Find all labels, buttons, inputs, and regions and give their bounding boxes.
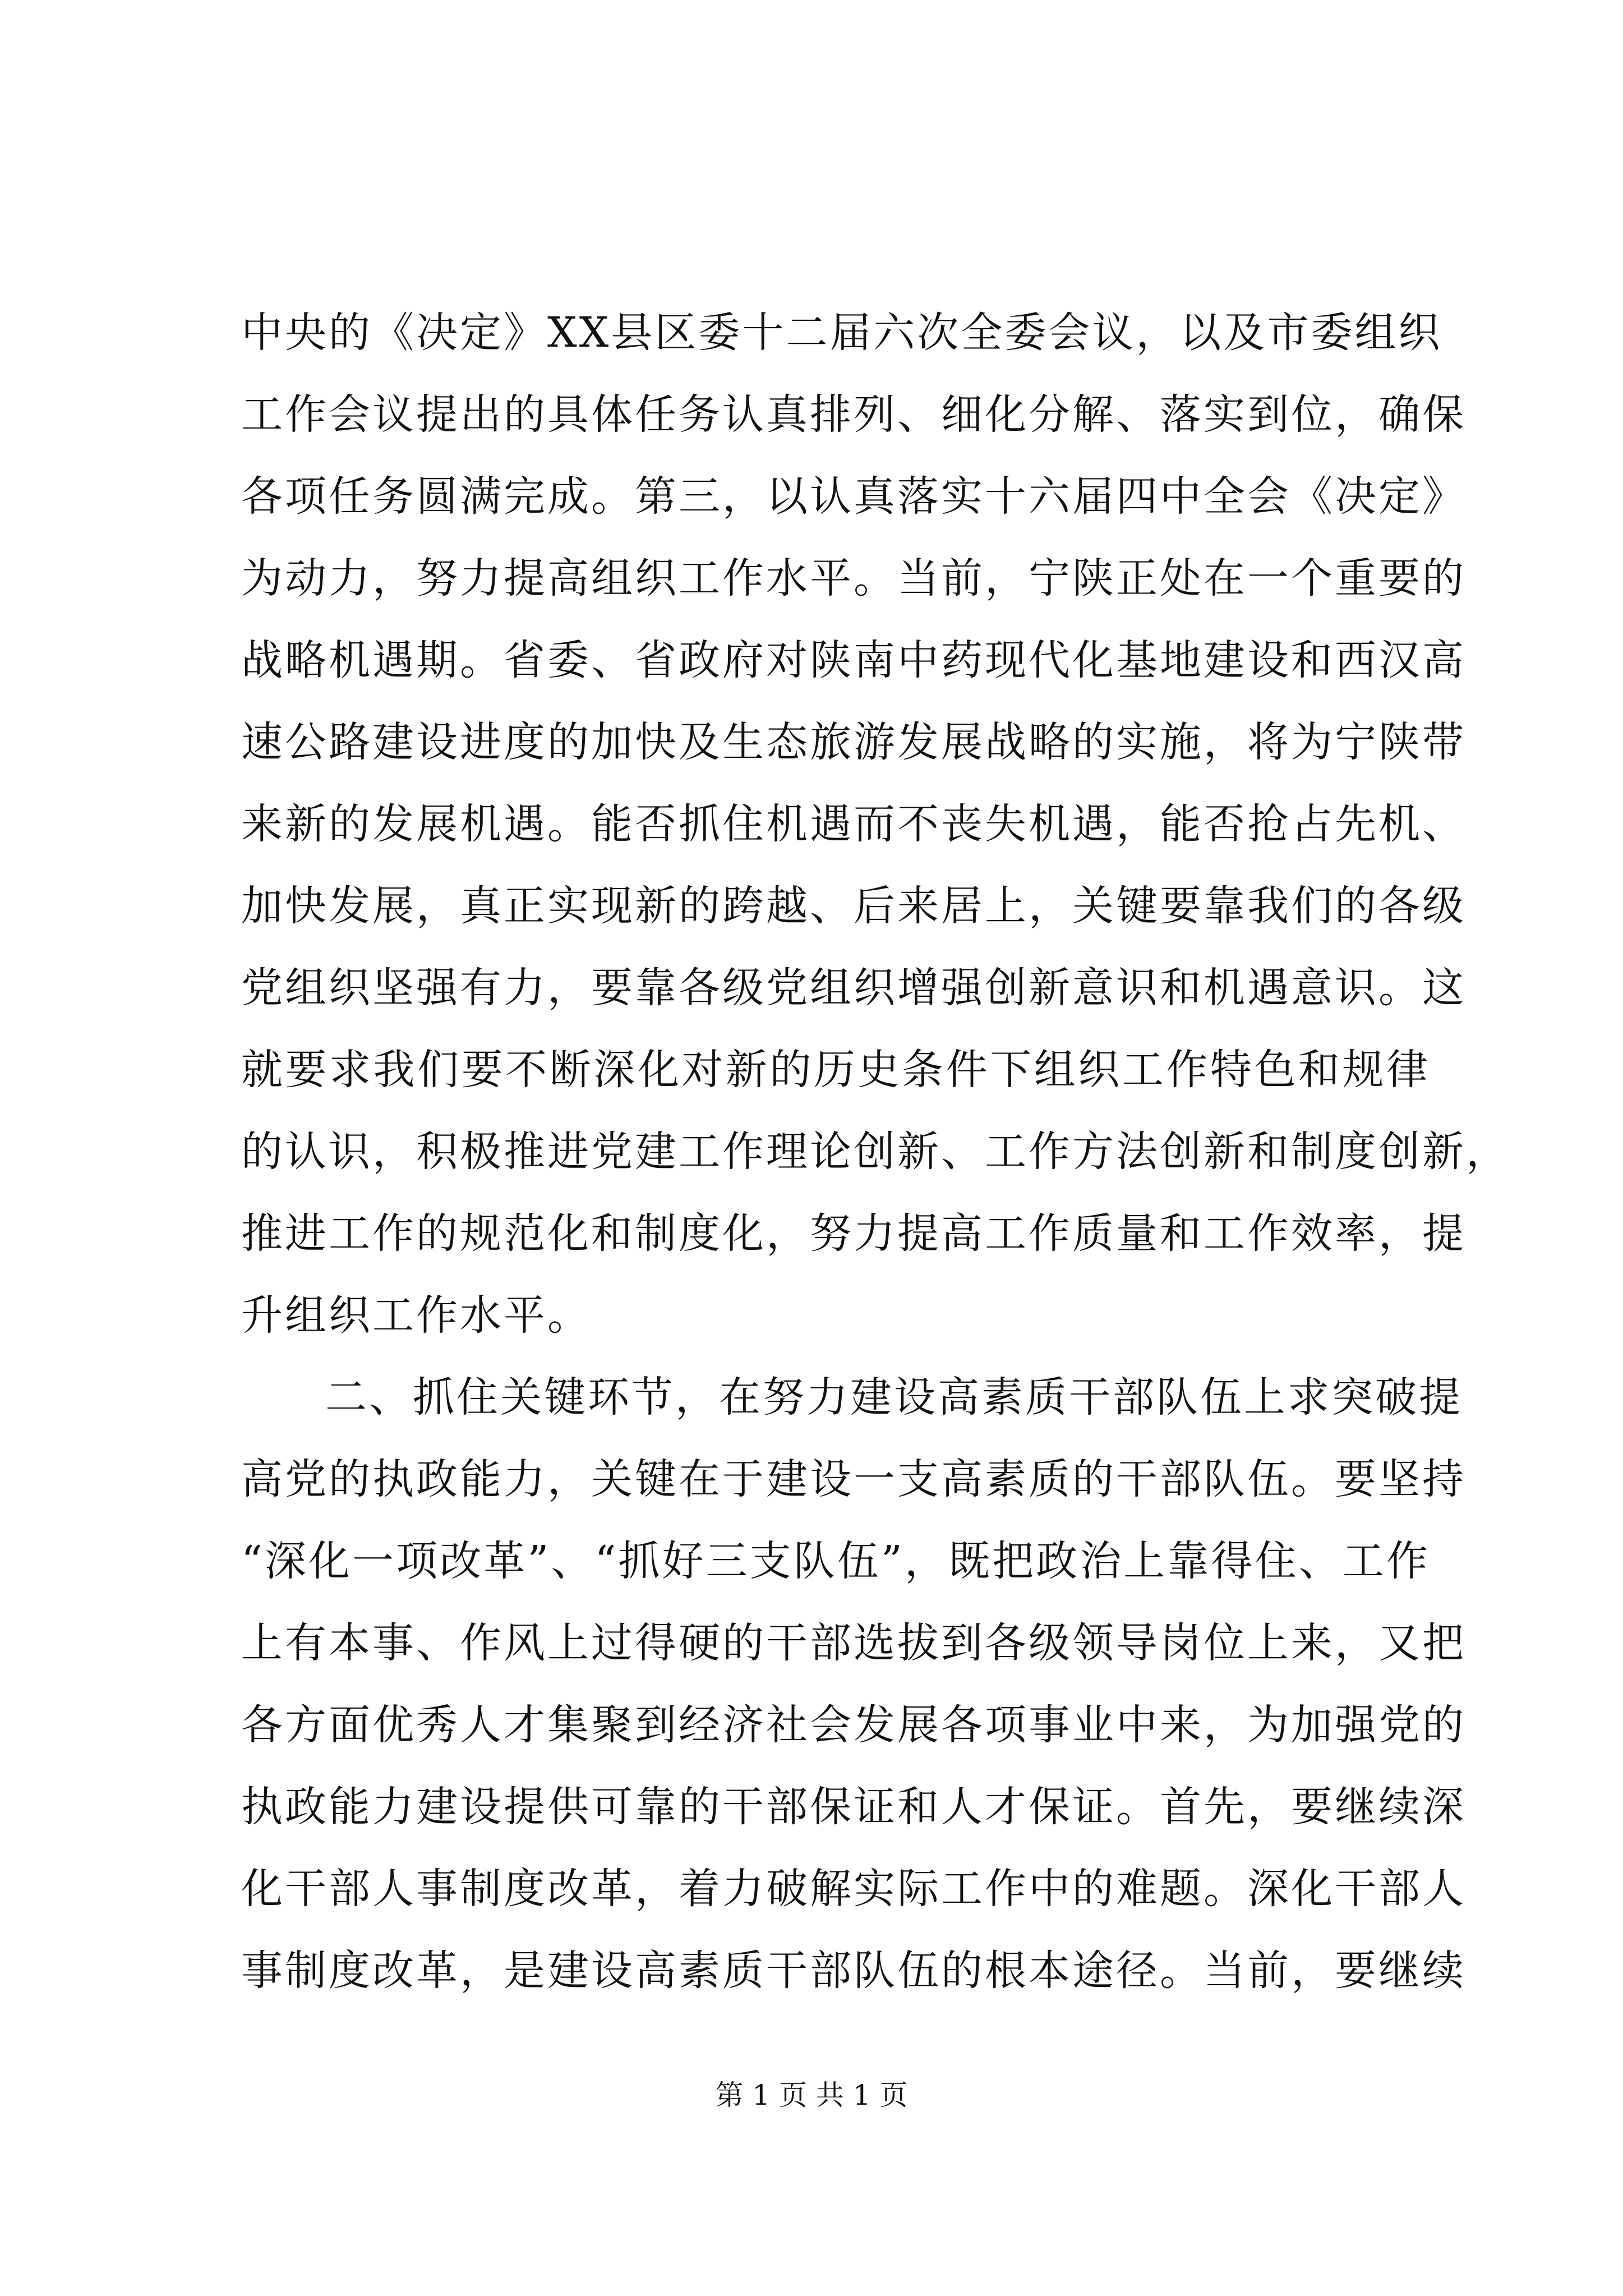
text-line: 执政能力建设提供可靠的干部保证和人才保证。首先，要继续深: [241, 1783, 1466, 1831]
text-line: 上有本事、作风上过得硬的干部选拔到各级领导岗位上来，又把: [241, 1619, 1466, 1667]
text-line: 为动力，努力提高组织工作水平。当前，宁陕正处在一个重要的: [241, 554, 1466, 602]
body-text: [241, 292, 1510, 2012]
page-number-footer: 第 1 页 共 1 页: [715, 2079, 908, 2111]
text-line: 加快发展，真正实现新的跨越、后来居上，关键要靠我们的各级: [241, 882, 1466, 930]
text-line: 中央的《决定》XX县区委十二届六次全委会议，以及市委组织: [241, 309, 1442, 357]
paragraph-start-line: 二、抓住关键环节，在努力建设高素质干部队伍上求突破提: [325, 1373, 1463, 1421]
text-line: 速公路建设进度的加快及生态旅游发展战略的实施，将为宁陕带: [241, 718, 1466, 766]
text-line: 党组织坚强有力，要靠各级党组织增强创新意识和机遇意识。这: [241, 964, 1466, 1012]
text-line: 来新的发展机遇。能否抓住机遇而不丧失机遇，能否抢占先机、: [241, 800, 1466, 848]
text-line: 推进工作的规范化和制度化，努力提高工作质量和工作效率，提: [241, 1209, 1466, 1258]
text-line: 战略机遇期。省委、省政府对陕南中药现代化基地建设和西汉高: [241, 636, 1466, 684]
text-line: 各方面优秀人才集聚到经济社会发展各项事业中来，为加强党的: [241, 1701, 1466, 1749]
text-line: 高党的执政能力，关键在于建设一支高素质的干部队伍。要坚持: [241, 1455, 1466, 1503]
text-line: 升组织工作水平。: [241, 1291, 591, 1340]
text-line: 的认识，积极推进党建工作理论创新、工作方法创新和制度创新，: [241, 1128, 1510, 1176]
text-line: 各项任务圆满完成。第三，以认真落实十六届四中全会《决定》: [241, 472, 1466, 521]
text-line: “深化一项改革”、“抓好三支队伍”，既把政治上靠得住、工作: [241, 1537, 1430, 1585]
text-line: 事制度改革，是建设高素质干部队伍的根本途径。当前，要继续: [241, 1947, 1466, 1995]
text-line: 工作会议提出的具体任务认真排列、细化分解、落实到位，确保: [241, 390, 1466, 439]
text-line: 化干部人事制度改革，着力破解实际工作中的难题。深化干部人: [241, 1865, 1466, 1913]
text-line: 就要求我们要不断深化对新的历史条件下组织工作特色和规律: [241, 1046, 1430, 1094]
